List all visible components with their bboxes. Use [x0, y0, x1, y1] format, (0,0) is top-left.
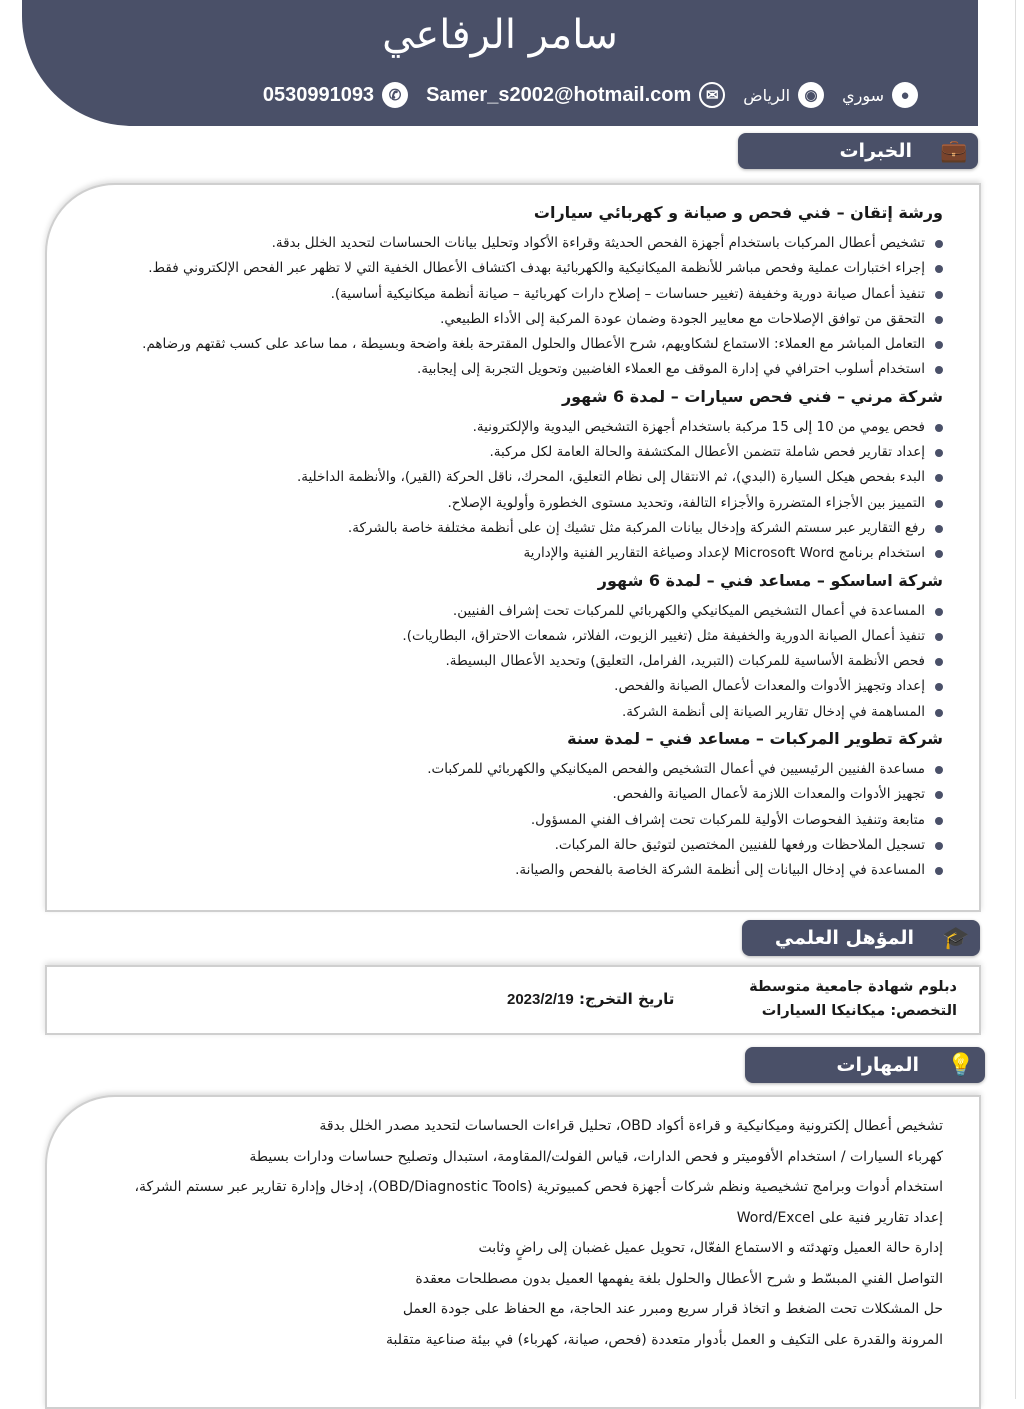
job-duties — [47, 415, 943, 567]
skill-item: تشخيص أعطال إلكترونية وميكانيكية و قراءة أكواد OBD، تحليل قراءات الحساسات لتحديد مصدر الخلل بدقة — [319, 1118, 943, 1134]
list-item: التحقق من توافق الإصلاحات مع معايير الجودة وضمان عودة المركبة إلى الأداء الطبيعي. — [47, 307, 943, 332]
skill-item: إعداد تقارير فنية على Word/Excel — [736, 1209, 943, 1226]
lightbulb-icon: 💡 — [947, 1052, 975, 1078]
skill-item: إدارة حالة العميل وتهدئته و الاستماع الفعّال، تحويل عميل غضبان إلى راضٍ وثابت — [478, 1240, 943, 1256]
job-entry — [47, 725, 979, 883]
job-title: شركة مرني – فني فحص سيارات – لمدة 6 شهور — [561, 386, 943, 406]
list-item: المساعدة في أعمال التشخيص الميكانيكي والكهربائي للمركبات تحت إشراف الفنيين. — [47, 599, 943, 624]
list-item: متابعة وتنفيذ الفحوصات الأولية للمركبات تحت إشراف الفني المسؤول. — [47, 808, 943, 833]
list-item: المساهمة في إدخال تقارير الصيانة إلى أنظمة الشركة. — [47, 700, 943, 725]
contact-bar — [22, 82, 918, 108]
skill-item: استخدام أدوات وبرامج تشخيصية ونظم شركات أجهزة فحص كمبيوترية (OBD/Diagnostic Tools)، إدخال وإدارة تقارير عبر سستم الشركة، — [134, 1179, 943, 1195]
job-duties — [47, 231, 943, 383]
skills-box — [45, 1095, 981, 1409]
list-item: استخدام برنامج Microsoft Word لإعداد وصياغة التقارير الفنية والإدارية — [47, 541, 943, 566]
header-banner — [22, 0, 978, 126]
job-title: شركة اساسكو – مساعد فني – لمدة 6 شهور — [597, 570, 943, 590]
envelope-icon: ✉ — [699, 82, 725, 108]
graduation-date: 2023/2/19 — [507, 991, 574, 1008]
email-text[interactable]: Samer_s2002@hotmail.com — [426, 83, 692, 106]
nationality — [842, 82, 918, 108]
list-item: إجراء اختبارات عملية وفحص مباشر للأنظمة الميكانيكية والكهربائية بهدف اكتشاف الأعطال الخفية التي لا تظهر عبر الفحص الإلكتروني فقط. — [47, 256, 943, 281]
degree: دبلوم شهادة جامعية متوسطة — [749, 979, 957, 995]
list-item: البدء بفحص هيكل السيارة (البدي)، ثم الانتقال إلى نظام التعليق، المحرك، ناقل الحركة (القير)، والأنظمة الداخلية. — [47, 465, 943, 490]
city — [743, 82, 824, 108]
job-title: شركة تطوير المركبات – مساعد فني – لمدة سنة — [567, 729, 943, 749]
phone[interactable] — [263, 82, 408, 108]
candidate-name: سامر الرفاعي — [382, 12, 618, 58]
list-item: تنفيذ أعمال صيانة دورية وخفيفة (تغيير حساسات – إصلاح دارات كهربائية – صيانة أنظمة ميكانيكية أساسية). — [47, 282, 943, 307]
experience-heading — [738, 133, 978, 169]
list-item: تنفيذ أعمال الصيانة الدورية والخفيفة مثل (تغيير الزيوت، الفلاتر، شمعات الاحتراق، البطاريات). — [47, 624, 943, 649]
location-pin-icon: ◉ — [798, 82, 824, 108]
list-item: إعداد وتجهيز الأدوات والمعدات لأعمال الصيانة والفحص. — [47, 674, 943, 699]
list-item: تجهيز الأدوات والمعدات اللازمة لأعمال الصيانة والفحص. — [47, 782, 943, 807]
user-icon: ● — [892, 82, 918, 108]
list-item: تسجيل الملاحظات ورفعها للفنيين المختصين لتوثيق حالة المركبات. — [47, 833, 943, 858]
experience-box — [45, 183, 981, 912]
job-duties — [47, 599, 943, 725]
job-title: ورشة إتقان – فني فحص و صيانة و كهربائي سيارات — [533, 203, 943, 222]
email[interactable] — [426, 82, 725, 108]
job-entry — [47, 199, 979, 383]
job-entry — [47, 567, 979, 725]
major-label: التخصص: — [890, 1003, 957, 1019]
skills-heading — [745, 1047, 985, 1083]
education-title: المؤهل العلمي — [774, 927, 914, 949]
skill-item: حل المشكلات تحت الضغط و اتخاذ قرار سريع ومبرر عند الحاجة، مع الحفاظ على جودة العمل — [402, 1301, 943, 1317]
skills-title: المهارات — [836, 1054, 919, 1076]
education-heading — [742, 920, 980, 956]
list-item: استخدام أسلوب احترافي في إدارة الموقف مع العملاء الغاضبين وتحويل التجربة إلى إيجابية. — [47, 357, 943, 382]
briefcase-icon: 💼 — [940, 138, 968, 164]
major: ميكانيكا السيارات — [761, 1003, 886, 1019]
job-duties — [47, 757, 943, 883]
list-item: فحص الأنظمة الأساسية للمركبات (التبريد، الفرامل، التعليق) وتحديد الأعطال البسيطة. — [47, 649, 943, 674]
graduation-label: تاريخ التخرج: — [578, 990, 675, 1008]
list-item: المساعدة في إدخال البيانات إلى أنظمة الشركة الخاصة بالفحص والصيانة. — [47, 858, 943, 883]
job-entry — [47, 383, 979, 567]
phone-text[interactable]: 0530991093 — [262, 83, 375, 106]
list-item: فحص يومي من 10 إلى 15 مركبة باستخدام أجهزة التشخيص اليدوية والإلكترونية. — [47, 415, 943, 440]
list-item: تشخيص أعطال المركبات باستخدام أجهزة الفحص الحديثة وقراءة الأكواد وتحليل بيانات الحساسات لتحديد الخلل بدقة. — [47, 231, 943, 256]
skill-item: كهرباء السيارات / استخدام الأفوميتر و فحص الدارات، قياس الفولت/المقاومة، استبدال وتصليح حساسات ودارات بسيطة — [249, 1148, 943, 1165]
skill-item: التواصل الفني المبسّط و شرح الأعطال والحلول بلغة يفهمها العميل بدون مصطلحات معقدة — [415, 1270, 943, 1287]
phone-icon: ✆ — [382, 82, 408, 108]
list-item: التعامل المباشر مع العملاء: الاستماع لشكاويهم، شرح الأعطال والحلول المقترحة بلغة واضحة وبسيطة ، مما ساعد على كسب ثقتهم ورضاهم. — [47, 332, 943, 357]
nationality-text: سوري — [842, 85, 884, 105]
city-text: الرياض — [743, 85, 791, 105]
education-box — [45, 965, 981, 1035]
experience-title: الخبرات — [839, 140, 912, 162]
page-edge — [1015, 0, 1016, 1399]
list-item: التمييز بين الأجزاء المتضررة والأجزاء التالفة، وتحديد مستوى الخطورة وأولوية الإصلاح. — [47, 491, 943, 516]
graduation-cap-icon: 🎓 — [942, 925, 970, 951]
list-item: رفع التقارير عبر سستم الشركة وإدخال بيانات المركبة مثل تشيك إن على أنظمة مختلفة خاصة بالشركة. — [47, 516, 943, 541]
list-item: مساعدة الفنيين الرئيسيين في أعمال التشخيص والفحص الميكانيكي والكهربائي للمركبات. — [47, 757, 943, 782]
list-item: إعداد تقارير فحص شاملة تتضمن الأعطال المكتشفة والحالة العامة لكل مركبة. — [47, 440, 943, 465]
skill-item: المرونة والقدرة على التكيف و العمل بأدوار متعددة (فحص، صيانة، كهرباء) في بيئة صناعية متقلبة — [386, 1331, 943, 1348]
